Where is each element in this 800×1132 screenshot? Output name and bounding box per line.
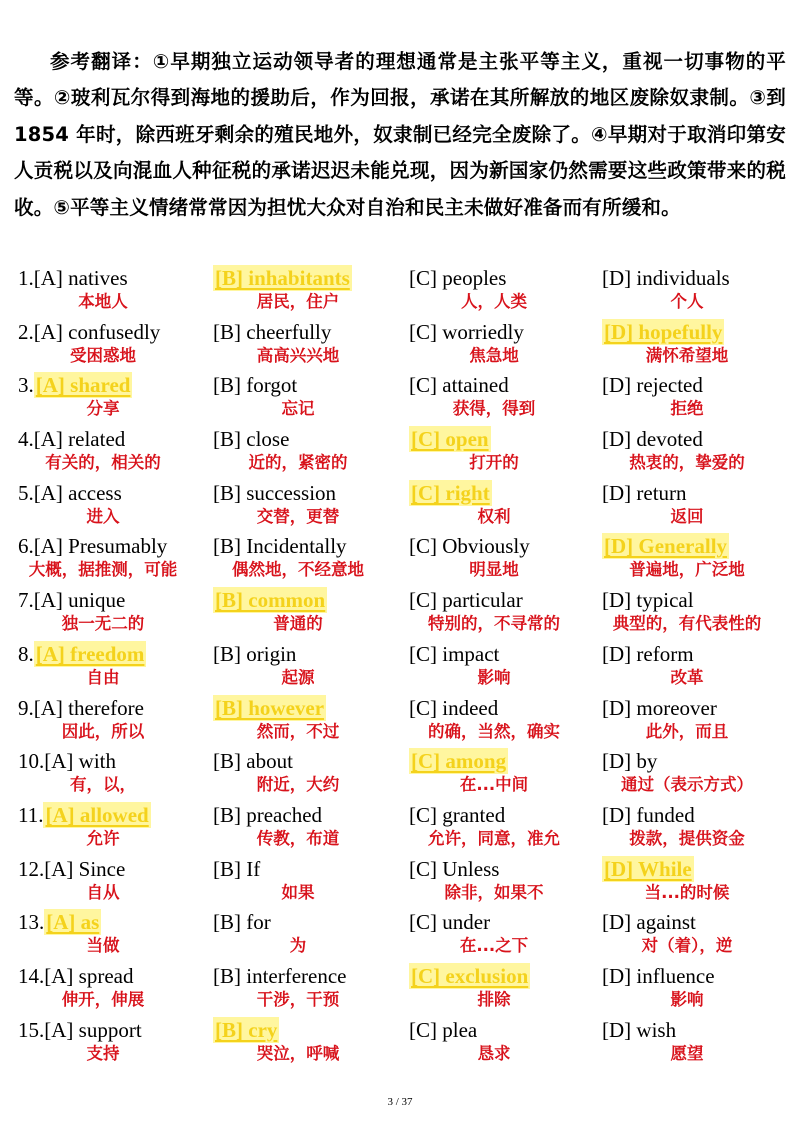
option-cell [602,748,797,802]
option-cell [18,909,213,963]
option-cell [602,1017,797,1071]
option-meaning: 高高兴兴地 [256,345,340,365]
option-cell [409,802,602,856]
option-cell [18,533,213,587]
option-label: [C] granted [409,802,506,827]
option-cell [213,319,409,373]
option-cell [602,426,797,480]
option-meaning: 焦急地 [469,345,519,365]
option-label: [A] therefore [33,695,144,720]
question-number: 10. [18,749,45,774]
option-meaning: 为 [289,936,307,956]
option-meaning: 个人 [670,292,704,311]
question-number: 1. [18,266,34,290]
option-label: [B] interference [213,963,347,988]
question-number: 6. [18,534,34,559]
option-meaning: 附近，大约 [256,775,340,795]
option-label: [C] particular [409,588,523,613]
option-meaning: 进入 [86,506,120,526]
option-meaning: 当做 [86,936,120,956]
option-label: [A] with [44,749,116,774]
option-label: [D] by [602,749,658,774]
option-cell [602,587,797,641]
option-label: [D] reform [602,641,694,666]
option-meaning: 然而，不过 [256,721,340,741]
question-row [18,587,800,641]
option-label: [B] Incidentally [213,534,347,559]
correct-option-label: [D] hopefully [604,319,723,344]
option-cell [213,963,409,1017]
option-label: [D] individuals [602,266,730,290]
option-cell [18,319,213,373]
option-label: [B] about [213,749,293,774]
option-meaning: 典型的，有代表性的 [612,614,762,634]
question-number: 14. [18,963,45,988]
option-meaning: 拒绝 [670,399,704,419]
option-label: [A] spread [44,963,134,988]
option-meaning: 对（着），逆 [641,936,733,956]
option-cell [213,909,409,963]
question-row [18,533,800,587]
correct-option-label: [D] Generally [604,534,728,559]
option-cell [409,641,602,695]
option-cell [602,963,797,1017]
option-label: [D] moreover [602,695,717,720]
question-row [18,695,800,749]
option-cell [213,426,409,480]
option-cell [213,372,409,426]
option-meaning: 明显地 [469,560,519,580]
option-label: [C] impact [409,641,500,666]
option-cell [18,480,213,534]
option-meaning: 有，以， [70,775,136,795]
option-meaning: 愿望 [670,1043,704,1063]
option-cell [213,641,409,695]
option-label: [A] unique [33,588,126,613]
option-meaning: 因此，所以 [61,721,145,741]
question-number: 5. [18,480,34,505]
option-label: [C] Unless [409,856,500,881]
option-cell [602,533,797,587]
option-meaning: 影响 [670,989,704,1009]
option-meaning: 当...的时候 [644,882,730,902]
option-meaning: 如果 [281,882,315,902]
option-label: [B] origin [213,641,297,666]
option-cell [18,802,213,856]
option-meaning: 打开的 [469,453,519,473]
question-row [18,909,800,963]
question-number: 3. [18,373,34,398]
option-label: [C] attained [409,373,509,398]
option-label: [D] funded [602,802,695,827]
option-cell [213,802,409,856]
option-meaning: 通过（表示方式） [621,775,753,795]
option-cell [18,695,213,749]
option-meaning: 排除 [477,989,511,1009]
option-meaning: 哭泣，呼喊 [256,1043,340,1063]
question-number: 4. [18,427,34,452]
option-label: [C] plea [409,1017,478,1042]
option-cell [409,856,602,910]
option-cell [409,265,602,319]
option-cell [409,748,602,802]
option-label: [B] for [213,910,271,935]
option-meaning: 居民，住户 [256,292,340,311]
option-meaning: 交替，更替 [256,506,340,526]
correct-option-label: [A] shared [35,373,131,398]
option-meaning: 传教，布道 [256,828,340,848]
correct-option-label: [C] exclusion [411,963,529,988]
option-label: [A] Presumably [33,534,168,559]
option-label: [C] worriedly [409,319,524,344]
option-cell [213,695,409,749]
option-meaning: 分享 [86,399,120,419]
option-meaning: 热衷的，挚爱的 [629,453,745,473]
option-meaning: 独一无二的 [61,614,145,634]
option-cell [409,319,602,373]
option-cell [213,748,409,802]
option-cell [213,533,409,587]
option-meaning: 改革 [670,667,704,687]
option-meaning: 普遍地，广泛地 [629,560,745,580]
option-meaning: 的确，当然，确实 [428,721,560,741]
option-meaning: 在...之下 [459,936,529,956]
option-meaning: 本地人 [78,292,128,311]
option-cell [409,695,602,749]
option-meaning: 自从 [86,882,120,902]
option-label: [D] return [602,480,687,505]
option-meaning: 除非，如果不 [444,882,544,902]
correct-option-label: [B] inhabitants [215,266,350,290]
option-cell [18,748,213,802]
option-label: [B] forgot [213,373,298,398]
option-meaning: 起源 [281,667,315,687]
option-cell [213,587,409,641]
option-meaning: 大概，据推测，可能 [28,560,178,580]
option-cell [602,909,797,963]
option-cell [602,480,797,534]
option-cell [602,372,797,426]
question-row [18,480,800,534]
option-cell [602,319,797,373]
question-row [18,265,800,319]
option-cell [18,641,213,695]
correct-option-label: [C] among [411,749,507,774]
option-meaning: 返回 [670,506,704,526]
option-cell [602,695,797,749]
question-number: 13. [18,910,45,935]
option-cell [409,426,602,480]
option-meaning: 偶然地，不经意地 [232,560,364,580]
option-label: [D] influence [602,963,715,988]
option-label: [D] wish [602,1017,677,1042]
option-label: [C] peoples [409,266,507,290]
option-cell [18,372,213,426]
option-cell [409,480,602,534]
option-label: [D] against [602,910,696,935]
option-meaning: 有关的，相关的 [45,453,161,473]
option-label: [B] succession [213,480,337,505]
option-meaning: 普通的 [273,614,323,634]
option-meaning: 在...中间 [459,775,529,795]
option-cell [409,1017,602,1071]
option-meaning: 受困惑地 [70,345,136,365]
translation-text: ①早期独立运动领导者的理想通常是主张平等主义，重视一切事物的平等。②玻利瓦尔得到海地的援助后，作为回报，承诺在其所解放的地区废除奴隶制。③到 1854 年时，除西班牙剩余的殖民地外，奴隶制已经完全废除了。④早期对于取消印第安人贡税以及向混血人种征税的承诺迟迟未能兑现，因为新国家仍然需要这些政策带来的税收。⑤平等主义情绪常常因为担忧大众对自治和民主未做好准备而有所缓和。 [14,50,786,219]
question-row [18,1017,800,1071]
option-cell [18,426,213,480]
question-row [18,641,800,695]
option-meaning: 拨款，提供资金 [629,828,745,848]
question-number: 12. [18,856,45,881]
option-label: [A] related [33,427,126,452]
option-cell [602,641,797,695]
option-meaning: 满怀希望地 [645,345,729,365]
option-cell [602,802,797,856]
option-label: [A] access [33,480,122,505]
question-row [18,802,800,856]
reference-translation [14,44,786,226]
question-number: 11. [18,802,44,827]
option-label: [D] devoted [602,427,703,452]
option-label: [A] natives [33,266,128,290]
question-row [18,372,800,426]
option-cell [602,856,797,910]
correct-option-label: [A] allowed [45,802,149,827]
question-number: 9. [18,695,34,720]
option-label: [D] typical [602,588,694,613]
option-cell [409,587,602,641]
option-meaning: 获得，得到 [452,399,536,419]
option-label: [C] under [409,910,491,935]
option-cell [409,963,602,1017]
question-row [18,748,800,802]
translation-label: 参考翻译： [50,50,153,73]
option-cell [18,963,213,1017]
correct-option-label: [C] open [411,427,489,452]
option-meaning: 自由 [86,667,120,687]
option-meaning: 影响 [477,667,511,687]
option-label: [B] If [213,856,261,881]
correct-option-label: [B] common [215,588,326,613]
correct-option-label: [D] While [604,856,692,881]
option-label: [B] preached [213,802,323,827]
option-cell [213,480,409,534]
option-meaning: 近的，紧密的 [248,453,348,473]
option-cell [409,372,602,426]
option-cell [18,1017,213,1071]
vocabulary-table [18,265,800,1070]
option-label: [C] indeed [409,695,499,720]
option-label: [A] confusedly [33,319,161,344]
option-meaning: 忘记 [281,399,315,419]
option-cell [409,533,602,587]
question-row [18,856,800,910]
question-number: 15. [18,1017,45,1042]
option-meaning: 伸开，伸展 [61,989,145,1009]
option-meaning: 允许，同意，准允 [428,828,560,848]
option-label: [D] rejected [602,373,703,398]
page-number: 3 / 37 [387,1096,413,1108]
option-cell [18,265,213,319]
correct-option-label: [A] freedom [35,641,145,666]
option-cell [213,1017,409,1071]
question-row [18,963,800,1017]
option-cell [602,265,797,319]
option-label: [B] close [213,427,290,452]
option-meaning: 此外，而且 [645,721,729,741]
option-meaning: 人，人类 [461,292,527,311]
option-label: [A] Since [44,856,126,881]
option-cell [213,265,409,319]
question-number: 2. [18,319,34,344]
option-meaning: 特别的，不寻常的 [428,614,560,634]
question-number: 8. [18,641,34,666]
option-meaning: 支持 [86,1043,120,1063]
option-meaning: 允许 [86,828,120,848]
option-cell [409,909,602,963]
correct-option-label: [C] right [411,480,490,505]
option-meaning: 干涉，干预 [256,989,340,1009]
question-row [18,319,800,373]
option-label: [C] Obviously [409,534,530,559]
option-cell [213,856,409,910]
correct-option-label: [A] as [46,910,100,935]
option-label: [B] cheerfully [213,319,332,344]
option-meaning: 权利 [477,506,511,526]
option-meaning: 恳求 [477,1043,511,1063]
question-number: 7. [18,588,34,613]
correct-option-label: [B] cry [215,1017,278,1042]
option-label: [A] support [44,1017,142,1042]
option-cell [18,856,213,910]
question-row [18,426,800,480]
option-cell [18,587,213,641]
correct-option-label: [B] however [215,695,325,720]
